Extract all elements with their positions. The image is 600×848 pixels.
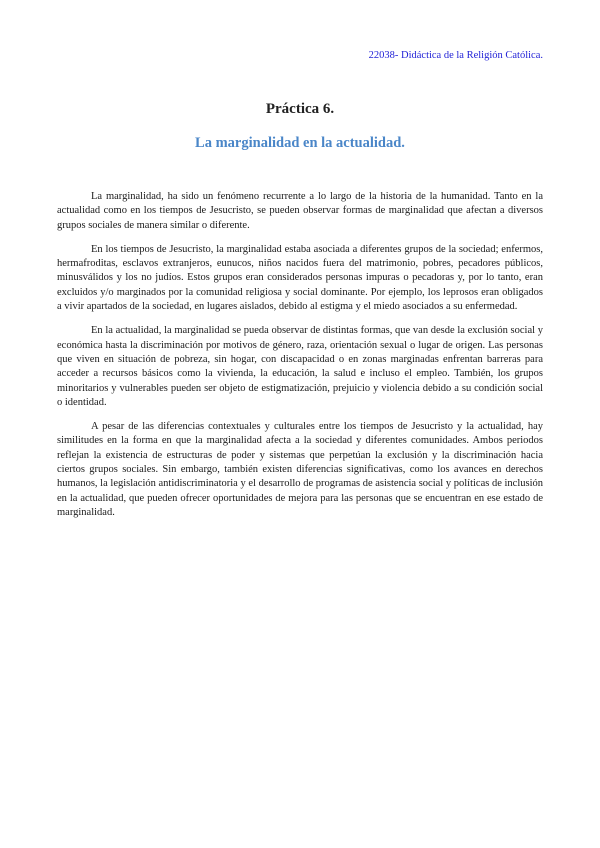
paragraph-present-day: En la actualidad, la marginalidad se pueda observar de distintas formas, que van desde la exclusión social y económica hasta la discriminación por motivos de género, raza, orientación sexual o lugar de origen. Las personas que viven en situación de pobreza, sin hogar, con discapacidad o en zonas marginadas enfrentan barreras para acceder a recursos básicos como la vivienda, la educación, la salud e incluso el empleo. También, los grupos minoritarios y vulnerables pueden ser objeto de estigmatización, prejuicio y violencia debido a su condición social o identidad. — [57, 325, 543, 408]
paragraph-introduction: La marginalidad, ha sido un fenómeno recurrente a lo largo de la historia de la humanidad. Tanto en la actualidad como en los tiempos de Jesucristo, se pueden observar formas de marginalidad que afectan a diversos grupos sociales de manera similar o diferente. — [57, 191, 543, 231]
document-body — [57, 190, 543, 530]
page-title: Práctica 6. — [265, 101, 335, 117]
paragraph-comparison: A pesar de las diferencias contextuales y culturales entre los tiempos de Jesucristo y la actualidad, hay similitudes en la forma en que la marginalidad afecta a la sociedad y diferentes comunidades. Ambos periodos reflejan la existencia de estructuras de poder y sistemas que perpetúan la exclusión y la discriminación hacia ciertos grupos sociales. Sin embargo, también existen diferencias significativas, como los avances en derechos humanos, la legislación antidiscriminatoria y el desarrollo de programas de asistencia social y políticas de inclusión en la actualidad, que pueden ofrecer oportunidades de mejora para las personas que se encuentran en ese estado de marginalidad. — [57, 421, 543, 518]
page-subtitle: La marginalidad en la actualidad. — [195, 135, 405, 151]
paragraph-jesus-times: En los tiempos de Jesucristo, la marginalidad estaba asociada a diferentes grupos de la sociedad; enfermos, hermafroditas, esclavos extranjeros, eunucos, niños nacidos fuera del matrimonio, pobres, pecadores públicos, minusválidos y los no judíos. Estos grupos eran considerados personas impuras o pecadoras y, por lo tanto, eran excluidos y/o marginados por la comunidad religiosa y social dominante. Por ejemplo, los leprosos eran obligados a vivir apartados de la sociedad, en lugares aislados, debido al estigma y el miedo asociados a su enfermedad. — [57, 243, 543, 313]
course-header: 22038- Didáctica de la Religión Católica. — [368, 50, 543, 61]
